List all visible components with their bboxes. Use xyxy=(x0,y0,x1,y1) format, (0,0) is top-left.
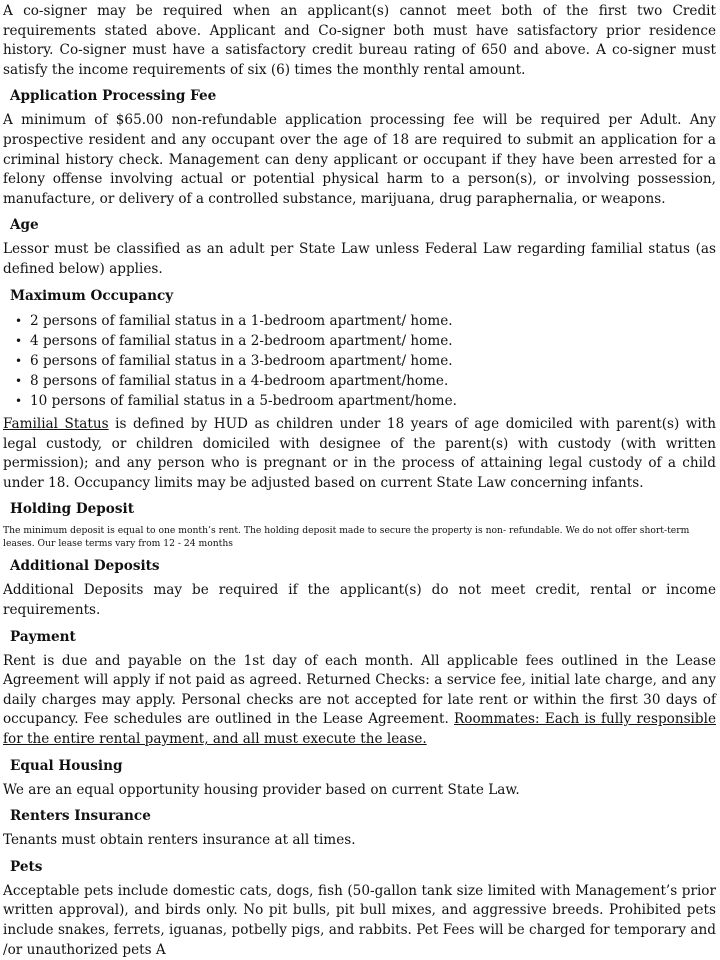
list-item: • 2 persons of familial status in a 1-bedroom apartment/ home. xyxy=(3,311,716,331)
list-item: • 6 persons of familial status in a 3-bedroom apartment/ home. xyxy=(3,351,716,371)
age-heading: Age xyxy=(10,217,39,234)
roommates-clause: Roommates: Each is fully responsible for the entire rental payment, and all must execute the lease. xyxy=(3,711,717,747)
bullet-icon: • xyxy=(15,313,23,328)
holding-deposit-heading: Holding Deposit xyxy=(10,501,134,518)
age-paragraph: Lessor must be classified as an adult per State Law unless Federal Law regarding familial status (as defined below) applies. xyxy=(3,241,716,277)
occupancy-heading: Maximum Occupancy xyxy=(10,287,174,304)
pets-paragraph: Acceptable pets include domestic cats, dogs, fish (50-gallon tank size limited with Management’s prior written approval), and birds only. No pit bulls, pit bull mixes, and aggressive breeds. Prohibited pets include snakes, ferrets, iguanas, potbelly pigs, and rabbits. Pet Fees will be charged for temporary and /or unauthorized pets A xyxy=(3,882,716,958)
holding-deposit-paragraph: The minimum deposit is equal to one month’s rent. The holding deposit made to secure the property is non- refundable. We do not offer short-term leases. Our lease terms vary from 12 - 24 months xyxy=(3,525,690,550)
application-fee-paragraph: A minimum of $65.00 non-refundable application processing fee will be required per Adult. Any prospective resident and any occupant over the age of 18 are required to submit an application for a criminal history check. Management can deny applicant or occupant if they have been arrested for a felony offense involving actual or potential physical harm to a person(s), or involving possession, manufacture, or delivery of a controlled substance, marijuana, drug paraphernalia, or weapons. xyxy=(3,112,716,207)
bullet-icon: • xyxy=(15,373,23,388)
familial-status-paragraph: Familial Status is defined by HUD as children under 18 years of age domiciled with parent(s) with legal custody, or children domiciled with designee of the parent(s) with custody (with written permission); and any person who is pregnant or in the process of attaining legal custody of a child under 18. Occupancy limits may be adjusted based on current State Law concerning infants. xyxy=(3,416,716,491)
additional-deposits-heading: Additional Deposits xyxy=(10,558,160,575)
equal-housing-paragraph: We are an equal opportunity housing provider based on current State Law. xyxy=(3,781,520,798)
bullet-icon: • xyxy=(15,333,23,348)
list-item: • 4 persons of familial status in a 2-bedroom apartment/ home. xyxy=(3,331,716,351)
pets-heading: Pets xyxy=(10,858,43,875)
payment-heading: Payment xyxy=(10,628,76,645)
occupancy-list xyxy=(3,311,716,411)
payment-paragraph: Rent is due and payable on the 1st day of each month. All applicable fees outlined in the Lease Agreement will apply if not paid as agreed. Returned Checks: a service fee, initial late charge, and any daily charges may apply. Personal checks are not accepted for late rent or within the first 30 days of occupancy. Fee schedules are outlined in the Lease Agreement. Roommates: Each is fully responsible for the entire rental payment, and all must execute the lease. xyxy=(3,652,717,747)
bullet-icon: • xyxy=(15,393,23,408)
list-item: • 8 persons of familial status in a 4-bedroom apartment/home. xyxy=(3,371,716,391)
renters-insurance-heading: Renters Insurance xyxy=(10,808,151,825)
application-fee-heading: Application Processing Fee xyxy=(10,88,217,105)
renters-insurance-paragraph: Tenants must obtain renters insurance at all times. xyxy=(3,832,356,849)
familial-status-term: Familial Status xyxy=(3,416,109,432)
cosigner-paragraph: A co-signer may be required when an applicant(s) cannot meet both of the first two Credit requirements stated above. Applicant and Co-signer both must have satisfactory prior residence history. Co-signer must have a satisfactory credit bureau rating of 650 and above. A co-signer must satisfy the income requirements of six (6) times the monthly rental amount. xyxy=(3,3,716,78)
list-item: • 10 persons of familial status in a 5-bedroom apartment/home. xyxy=(3,391,716,411)
additional-deposits-paragraph: Additional Deposits may be required if the applicant(s) do not meet credit, rental or income requirements. xyxy=(3,582,716,618)
equal-housing-heading: Equal Housing xyxy=(10,757,123,774)
bullet-icon: • xyxy=(15,353,23,368)
